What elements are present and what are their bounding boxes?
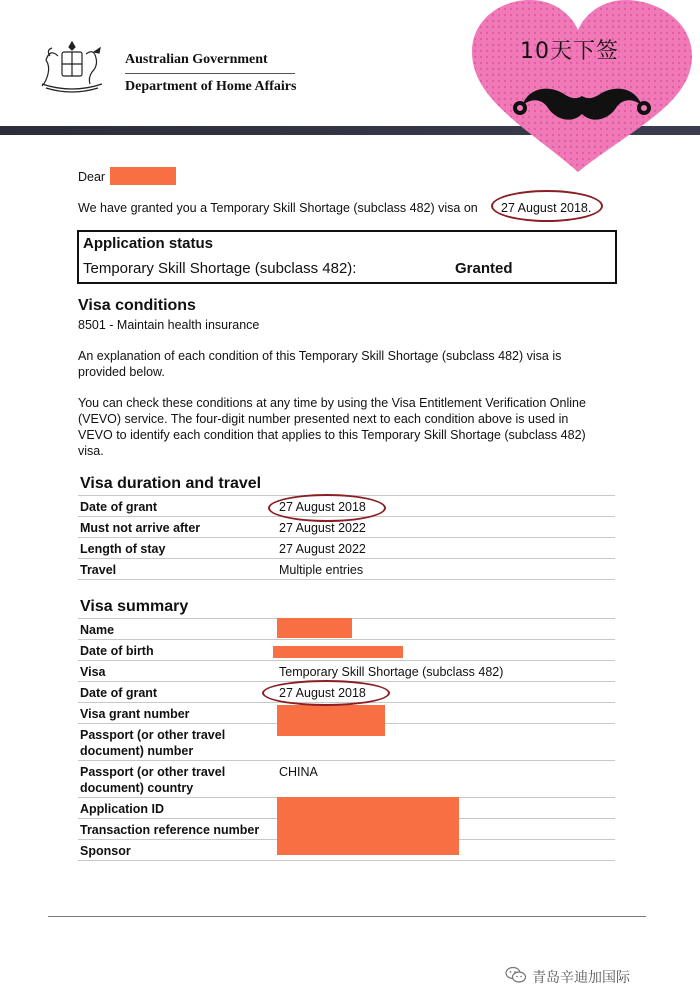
redacted-birthdate-value: [273, 646, 403, 658]
row-label: Visa: [80, 665, 106, 679]
application-status-box: [77, 230, 617, 284]
row-label-line: document) country: [80, 781, 194, 795]
table-row: [78, 538, 615, 559]
row-value: 27 August 2018: [279, 686, 366, 700]
table-row: [78, 661, 615, 682]
footer-divider: [48, 916, 646, 917]
salutation: Dear: [78, 170, 106, 184]
row-label-multiline: [80, 764, 225, 796]
row-label: Transaction reference number: [80, 823, 260, 837]
department-title: Department of Home Affairs: [125, 79, 297, 94]
row-label: Date of birth: [80, 644, 154, 658]
row-label-multiline: [80, 727, 225, 759]
conditions-para2-line2: (VEVO) service. The four-digit number presented next to each condition above is used in: [78, 412, 569, 426]
status-heading: Application status: [83, 235, 214, 252]
wechat-account-label: 青岛辛迪加国际: [532, 970, 630, 986]
row-label-line: Passport (or other travel: [80, 728, 226, 742]
row-label-line: document) number: [80, 744, 194, 758]
grant-date: 27 August 2018.: [501, 201, 592, 215]
status-result: Granted: [455, 260, 513, 277]
row-label: Application ID: [80, 802, 165, 816]
wechat-icon: [505, 966, 527, 984]
row-label: Visa grant number: [80, 707, 190, 721]
condition-item: 8501 - Maintain health insurance: [78, 318, 260, 332]
row-label-line: Passport (or other travel: [80, 765, 226, 779]
duration-heading: Visa duration and travel: [80, 475, 262, 492]
row-value: Multiple entries: [279, 563, 364, 577]
heart-sticker-icon: [460, 0, 700, 175]
row-label: Sponsor: [80, 844, 131, 858]
annotation-circle: [268, 494, 386, 522]
conditions-para2-line4: visa.: [78, 444, 104, 458]
coat-of-arms-icon: [36, 36, 108, 96]
row-value: 27 August 2022: [279, 542, 366, 556]
annotation-circle: [262, 680, 390, 706]
table-row: [78, 761, 615, 798]
row-label: Name: [80, 623, 115, 637]
sticker-caption: 10天下签: [520, 39, 619, 64]
table-row: [78, 559, 615, 580]
conditions-heading: Visa conditions: [78, 297, 196, 314]
redacted-name-value: [277, 618, 352, 638]
annotation-circle: [491, 190, 603, 222]
row-value: 27 August 2018: [279, 500, 366, 514]
government-title: Australian Government: [125, 52, 268, 67]
conditions-para2-line3: VEVO to identify each condition that applies to this Temporary Skill Shortage (subclass 482): [78, 428, 586, 442]
row-label: Length of stay: [80, 542, 166, 556]
conditions-para1-line1: An explanation of each condition of this Temporary Skill Shortage (subclass 482) visa is: [78, 349, 562, 363]
row-value: CHINA: [279, 765, 318, 779]
header-divider: [125, 73, 295, 74]
status-visa: Temporary Skill Shortage (subclass 482):: [83, 260, 357, 277]
redacted-ids-value: [277, 797, 459, 855]
conditions-para1-line2: provided below.: [78, 365, 165, 379]
redacted-name: [110, 167, 176, 185]
redacted-grant-number-value: [277, 705, 385, 736]
grant-sentence: We have granted you a Temporary Skill Shortage (subclass 482) visa on: [78, 201, 478, 215]
row-label: Date of grant: [80, 686, 158, 700]
row-label: Travel: [80, 563, 117, 577]
row-label: Date of grant: [80, 500, 158, 514]
conditions-para2-line1: You can check these conditions at any time by using the Visa Entitlement Verification Online: [78, 396, 586, 410]
summary-heading: Visa summary: [80, 598, 189, 615]
row-label: Must not arrive after: [80, 521, 201, 535]
row-value: 27 August 2022: [279, 521, 366, 535]
row-value: Temporary Skill Shortage (subclass 482): [279, 665, 504, 679]
